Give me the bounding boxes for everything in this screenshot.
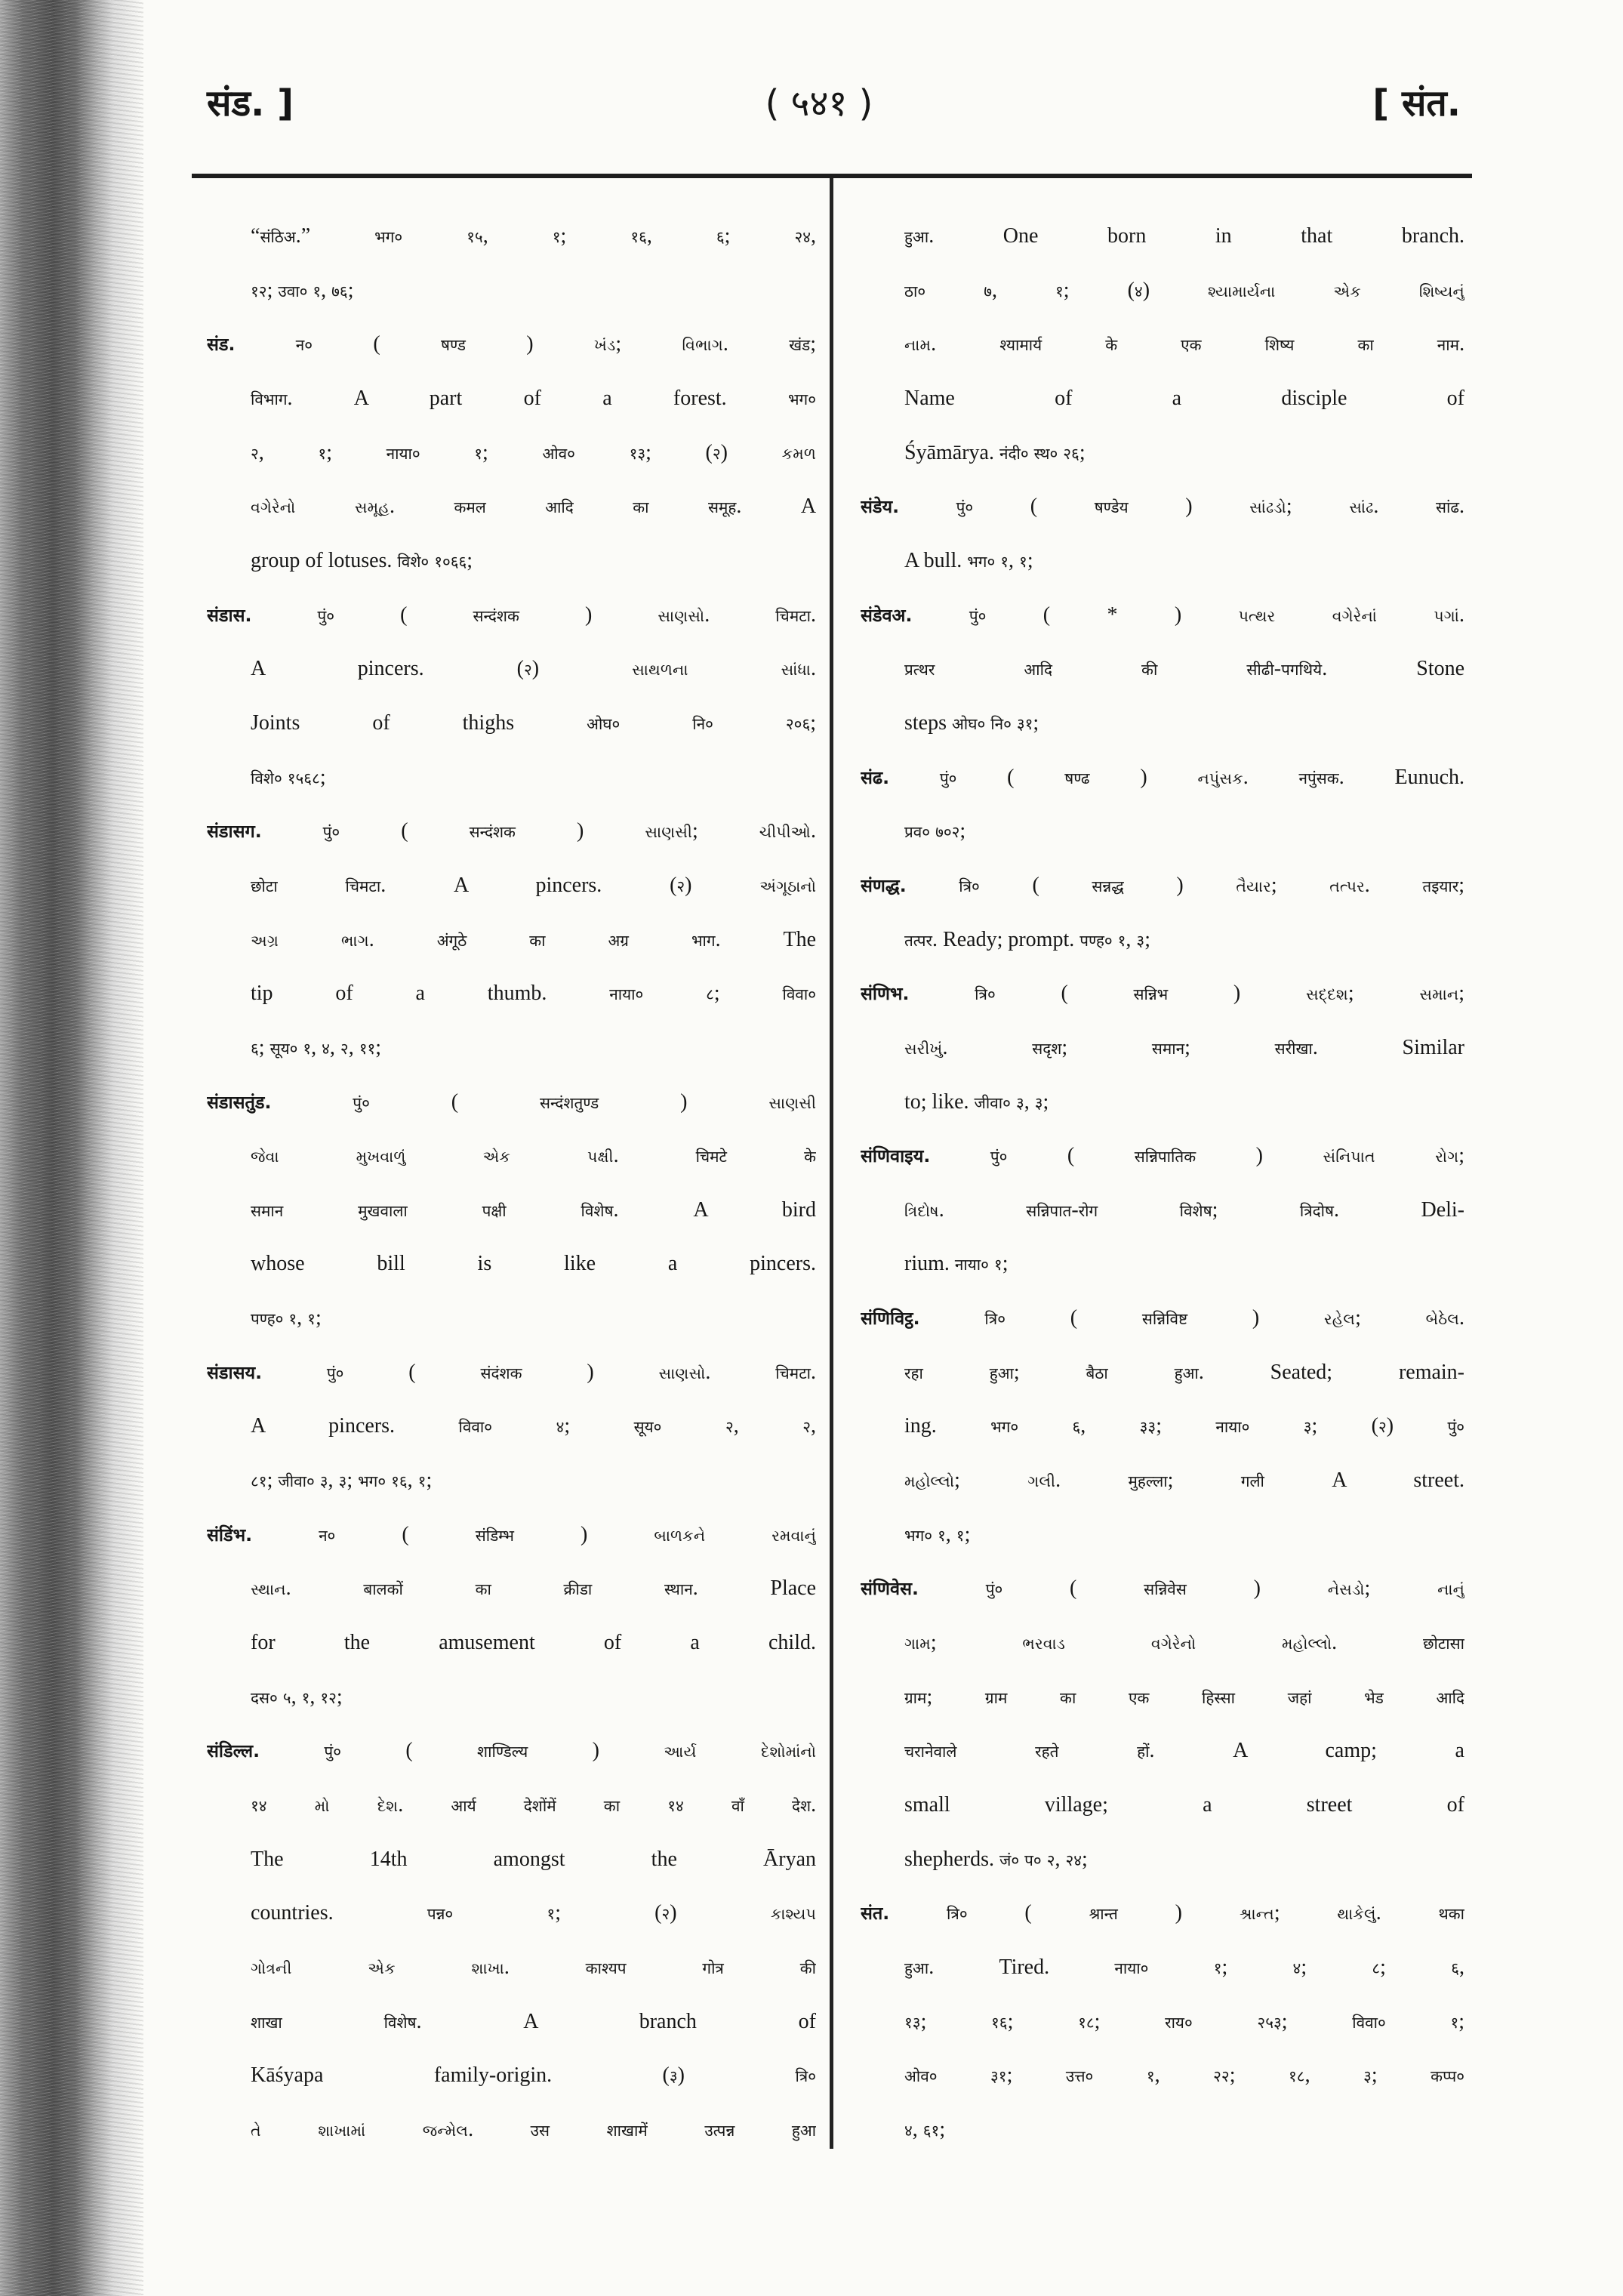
dictionary-entry [207, 1075, 816, 1345]
entry-headword: संडास. [207, 604, 252, 626]
entry-line-text: शाखा विशेष. A branch of [251, 2009, 816, 2033]
entry-line-text: rium. नाया० १; [904, 1252, 1009, 1276]
entry-line [207, 1940, 816, 1995]
page-number: ( ५४१ ) [765, 82, 873, 125]
dictionary-entry [861, 209, 1464, 479]
entry-line-text: ओव० ३१; उत्त० १, २२; १८, ३; कप्प० [904, 2063, 1464, 2088]
entry-line [861, 2048, 1464, 2103]
entry-line [861, 858, 1464, 913]
entry-headword: संडिंभ. [207, 1524, 253, 1546]
dictionary-entry [861, 750, 1464, 858]
entry-line-text: त्रि० ( सन्निविष्ट ) રહેલ; બેઠેલ. [984, 1306, 1464, 1330]
entry-line [207, 1832, 816, 1887]
entry-line [861, 1508, 1464, 1562]
entry-headword: संणद्ध. [861, 874, 907, 896]
entry-line [861, 317, 1464, 371]
dictionary-entry [861, 588, 1464, 750]
entry-line-text: पुं० ( सन्निपातिक ) સંનિપાત રોગ; [990, 1144, 1464, 1168]
entry-line [861, 534, 1464, 588]
entry-line-text: पुं० ( सन्दंशक ) સાણસો. चिमटा. [317, 603, 816, 627]
entry-line-text: Name of a disciple of [904, 386, 1464, 410]
entry-line [861, 1778, 1464, 1832]
entry-line [861, 371, 1464, 426]
entry-line [861, 1832, 1464, 1887]
entry-headword: संडासग. [207, 821, 262, 843]
entry-line-text: ગામ; ભરવાડ વગેરેનો મહોલ્લો. छोटासा [904, 1631, 1464, 1655]
entry-line [207, 1183, 816, 1237]
entry-line [861, 209, 1464, 264]
entry-line-text: ६; सूय० १, ४, २, ११; [251, 1035, 382, 1059]
entry-line [861, 1291, 1464, 1345]
entry-line [207, 1778, 816, 1832]
entry-line [861, 264, 1464, 318]
entry-line [207, 1724, 816, 1778]
entry-line-text: “संठिअ.” भग० १५, १; १६, ६; २४, [251, 224, 816, 248]
entry-headword: संडिल्ल. [207, 1740, 260, 1762]
entry-line [861, 642, 1464, 696]
entry-line-text: रहा हुआ; बैठा हुआ. Seated; remain- [904, 1360, 1464, 1384]
entry-line-text: विभाग. A part of a forest. भग० [251, 386, 816, 410]
entry-line [861, 1021, 1464, 1075]
entry-line-text: ગોત્રની એક શાખા. काश्यप गोत्र की [251, 1955, 816, 1979]
entry-line-text: १३; १६; १८; राय० २५३; विवा० १; [904, 2009, 1464, 2033]
entry-line [207, 1886, 816, 1940]
entry-line-text: અગ્ર ભાગ. अंगूठे का अग्र भाग. The [251, 927, 816, 951]
entry-headword: संडेवअ. [861, 604, 913, 626]
entry-line [207, 1670, 816, 1724]
dictionary-entry [861, 479, 1464, 587]
entry-line [861, 1453, 1464, 1508]
dictionary-entry [861, 1291, 1464, 1561]
entry-line [207, 479, 816, 534]
entry-line [861, 1399, 1464, 1453]
scan-edge-shadow [0, 0, 143, 2296]
entry-line-text: १४ મો દેશ. आर्य देशोंमें का १४ वाँ देश. [251, 1793, 816, 1817]
dictionary-entry [861, 1129, 1464, 1291]
entry-line-text: Joints of thighs ओघ० नि० २०६; [251, 710, 816, 735]
entry-line-text: small village; a street of [904, 1793, 1464, 1817]
entry-line [207, 804, 816, 858]
entry-line [207, 1075, 816, 1130]
entry-line [861, 1940, 1464, 1995]
entry-line-text: समान मुखवाला पक्षी विशेष. A bird [251, 1197, 816, 1222]
entry-line-text: steps ओघ० नि० ३१; [904, 710, 1039, 735]
entry-line [861, 966, 1464, 1021]
entry-line-text: तत्पर. Ready; prompt. पण्ह० १, ३; [904, 927, 1150, 951]
entry-line [207, 750, 816, 805]
entry-line [861, 479, 1464, 534]
entry-line [861, 913, 1464, 967]
entry-line [207, 2048, 816, 2103]
dictionary-entry [207, 209, 816, 317]
entry-line-text: दस० ५, १, १२; [251, 1684, 343, 1709]
entry-headword: संणिविट्ठ. [861, 1308, 920, 1330]
entry-line [207, 696, 816, 750]
header-right-guideword: [ संत. [1372, 82, 1461, 125]
entry-line [861, 1183, 1464, 1237]
entry-line-text: पुं० ( सन्दंशक ) સાણસી; ચીપીઓ. [322, 819, 816, 843]
entry-line-text: વગેરેનો સમૂહ. कमल आदि का समूह. A [251, 495, 816, 519]
entry-line [207, 1129, 816, 1183]
entry-line-text: ing. भग० ६, ३३; नाया० ३; (२) पुं० [904, 1414, 1464, 1438]
entry-line-text: त्रि० ( सन्नद्ध ) તૈયાર; તત્પર. तइयार; [959, 873, 1464, 897]
entry-line-text: to; like. जीवा० ३, ३; [904, 1089, 1049, 1114]
entry-line [207, 1399, 816, 1453]
entry-headword: संड. [207, 334, 236, 356]
entry-line-text: छोटा चिमटा. A pincers. (२) અંગૂઠાનો [251, 873, 816, 897]
dictionary-entry [861, 858, 1464, 966]
entry-line-text: पुं० ( * ) પત્થર વગેરેનાં પગાં. [969, 603, 1464, 627]
dictionary-entry [861, 966, 1464, 1129]
column-divider [830, 178, 833, 2149]
entry-line [861, 750, 1464, 805]
entry-line-text: पुं० ( सन्दंशतुण्ड ) સાણસી [353, 1089, 816, 1114]
entry-line-text: Śyāmārya. नंदी० स्थ० २६; [904, 440, 1086, 464]
entry-headword: संढ. [861, 766, 890, 788]
dictionary-entry [207, 1345, 816, 1508]
entry-line [861, 1075, 1464, 1130]
dictionary-entry [861, 1561, 1464, 1886]
entry-line [861, 1616, 1464, 1670]
dictionary-entry [207, 804, 816, 1074]
entry-line [861, 1345, 1464, 1400]
entry-line [207, 2103, 816, 2157]
dictionary-entry [207, 1724, 816, 2156]
entry-line [207, 1021, 816, 1075]
entry-line [207, 1561, 816, 1616]
entry-line [207, 534, 816, 588]
entry-line-text: A bull. भग० १, १; [904, 548, 1033, 572]
entry-line-text: पुं० ( षण्ढ ) નપુંસક. नपुंसक. Eunuch. [939, 765, 1464, 789]
entry-line [207, 426, 816, 480]
entry-line [861, 804, 1464, 858]
entry-headword: संणिभ. [861, 983, 910, 1005]
entry-line-text: ठा० ७, १; (४) શ્યામાર્યના એક શિષ્યનું [904, 278, 1464, 302]
entry-line [861, 1670, 1464, 1724]
entry-line-text: tip of a thumb. नाया० ८; विवा० [251, 982, 816, 1006]
entry-line [207, 371, 816, 426]
entry-line [861, 426, 1464, 480]
entry-line [861, 1237, 1464, 1291]
left-column [207, 209, 816, 2157]
entry-line-text: पुं० ( संदंशक ) સાણસો. चिमटा. [326, 1360, 816, 1384]
entry-line-text: Kāśyapa family-origin. (३) त्रि० [251, 2063, 816, 2088]
entry-line-text: ८१; जीवा० ३, ३; भग० १६, १; [251, 1469, 433, 1493]
dictionary-entry [207, 317, 816, 587]
entry-line [207, 642, 816, 696]
entry-line-text: प्रव० ७०२; [904, 819, 966, 843]
entry-line-text: २, १; नाया० १; ओव० १३; (२) કમળ [251, 440, 816, 464]
entry-line-text: whose bill is like a pincers. [251, 1252, 816, 1276]
entry-headword: संडेय. [861, 496, 900, 518]
entry-line-text: A pincers. विवा० ४; सूय० २, २, [251, 1414, 816, 1438]
entry-line [861, 1561, 1464, 1616]
entry-headword: संत. [861, 1903, 890, 1925]
entry-line-text: त्रि० ( श्रान्त ) શ્રાન્ત; થાકેલું. थका [947, 1901, 1464, 1925]
entry-line [207, 1995, 816, 2049]
entry-line [861, 1129, 1464, 1183]
entry-line [207, 264, 816, 318]
entry-line-text: મહોલ્લો; ગલી. मुहल्ला; गली A street. [904, 1469, 1464, 1493]
entry-line [861, 2103, 1464, 2157]
entry-headword: संडासय. [207, 1361, 263, 1383]
entry-line-text: भग० १, १; [904, 1522, 971, 1546]
entry-line-text: જેવા મુખવાળું એક પક્ષી. चिमटे के [251, 1144, 816, 1168]
entry-headword: संडासतुंड. [207, 1091, 272, 1113]
header-left-guideword: संड. ] [207, 82, 294, 125]
entry-line-text: विशे० १५६८; [251, 765, 326, 789]
entry-line [207, 1508, 816, 1562]
entry-line-text: पुं० ( शाण्डिल्य ) આર્ય દેશોમાંનો [324, 1739, 816, 1763]
entry-headword: संणिवाइय. [861, 1145, 931, 1167]
entry-line [861, 1995, 1464, 2049]
entry-line-text: The 14th amongst the Āryan [251, 1847, 816, 1871]
entry-line-text: A pincers. (२) સાથળના સાંધા. [251, 657, 816, 681]
entry-line-text: त्रि० ( सन्निभ ) સદ્દશ; સમાન; [975, 982, 1464, 1006]
entry-line-text: ग्राम; ग्राम का एक हिस्सा जहां भेड आदि [904, 1684, 1464, 1709]
entry-line-text: shepherds. जं० प० २, २४; [904, 1847, 1088, 1871]
entry-line-text: १२; उवा० १, ७६; [251, 278, 354, 302]
entry-line-text: ४, ६१; [904, 2117, 946, 2141]
right-column [861, 209, 1464, 2157]
entry-line [207, 966, 816, 1021]
entry-line-text: સ્થાન. बालकों का क्रीडा स्थान. Place [251, 1576, 816, 1601]
entry-line [207, 858, 816, 913]
entry-line-text: पण्ह० १, १; [251, 1306, 322, 1330]
entry-line [207, 317, 816, 371]
entry-line [207, 1345, 816, 1400]
entry-line-text: पुं० ( सन्निवेस ) નેસડો; નાનું [985, 1576, 1464, 1601]
entry-line [207, 588, 816, 643]
entry-line-text: સરીખું. सदृश; समान; सरीखा. Similar [904, 1035, 1464, 1059]
dictionary-entry [207, 1508, 816, 1724]
entry-line [861, 1886, 1464, 1940]
entry-line-text: for the amusement of a child. [251, 1631, 816, 1655]
entry-line [861, 588, 1464, 643]
entry-line-text: તે શાખામાં જન્મેલ. उस शाखामें उत्पन्न हुआ [251, 2117, 816, 2141]
entry-line-text: पुं० ( षण्डेय ) સાંઢડો; સાંઢ. सांढ. [956, 495, 1464, 519]
entry-line-text: प्रत्थर आदि की सीढी-पगथिये. Stone [904, 657, 1464, 681]
entry-line [207, 913, 816, 967]
entry-line [207, 1291, 816, 1345]
dictionary-entry [861, 1886, 1464, 2156]
dictionary-entry [207, 588, 816, 805]
entry-line-text: चरानेवाले रहते हों. A camp; a [904, 1739, 1464, 1763]
entry-line [207, 1616, 816, 1670]
entry-line-text: न० ( षण्ड ) ખંડ; વિભાગ. खंड; [295, 332, 816, 356]
entry-line-text: countries. पन्न० १; (२) કાશ્યપ [251, 1901, 816, 1925]
entry-line-text: हुआ. Tired. नाया० १; ४; ८; ६, [904, 1955, 1464, 1979]
entry-line [207, 209, 816, 264]
entry-line [207, 1237, 816, 1291]
entry-line-text: हुआ. One born in that branch. [904, 224, 1464, 248]
entry-line [861, 1724, 1464, 1778]
entry-line-text: ત્રિદોષ. सन्निपात-रोग विशेष; त्रिदोष. Deli- [904, 1197, 1464, 1222]
entry-line-text: group of lotuses. विशे० १०६६; [251, 548, 473, 572]
entry-line-text: न० ( संडिम्भ ) બાળકને રમવાનું [319, 1522, 816, 1546]
entry-headword: संणिवेस. [861, 1578, 919, 1600]
entry-line [861, 696, 1464, 750]
entry-line [207, 1453, 816, 1508]
entry-line-text: નામ. श्यामार्य के एक शिष्य का नाम. [904, 332, 1464, 356]
